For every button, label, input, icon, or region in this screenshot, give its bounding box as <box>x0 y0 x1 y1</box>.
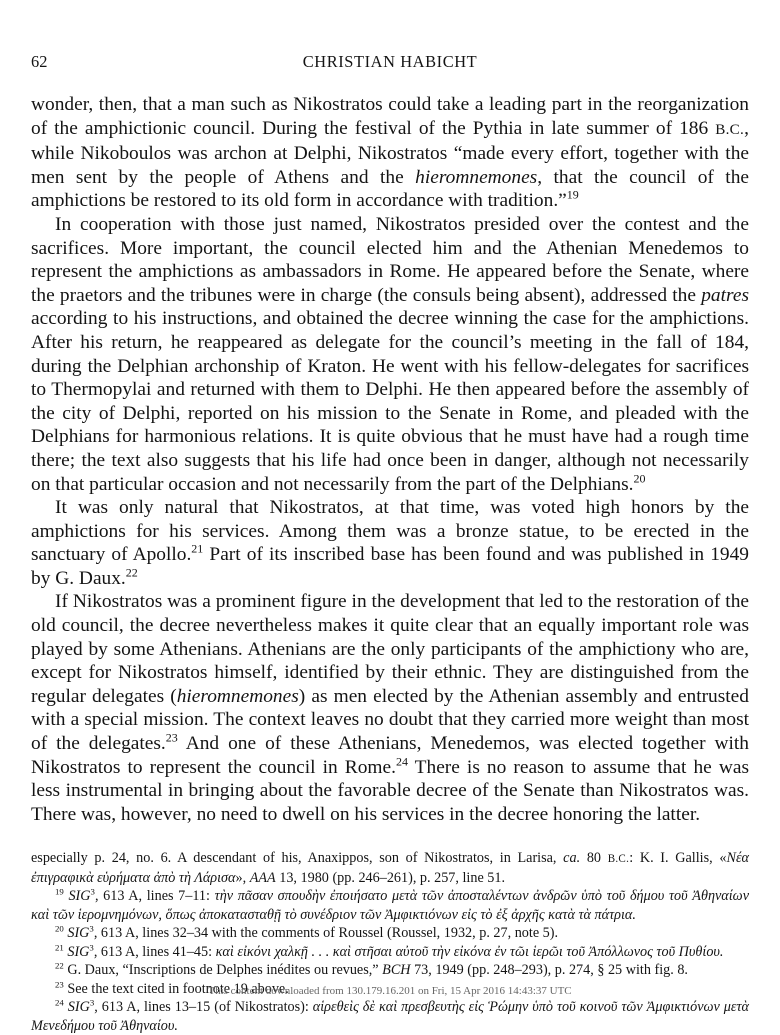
footnote-24: $^{24}$ SIG$^3$, 613 A, lines 13–15 (of Nikostratos): αἱρεθεὶς δὲ καὶ πρεσβευτὴς εἰς Ῥώμην ὑπὸ τοῦ κοινοῦ τῶν Ἀμφικτιόνων μετὰ Μενεδήμου τοῦ Ἀθηναίου. <box>31 997 750 1034</box>
footnote-ref: 22 <box>125 565 138 580</box>
footnote-continued: especially p. 24, no. 6. A descendant of his, Anaxippos, son of Nikostratos, in Larisa, ca. 80 B.C.: K. I. Gallis, «Νέα ἐπιγραφικὰ εὑρήματα ἀπὸ τὴ Λάρισα», AAA 13, 1980 (pp. 246–261), p. 257, line 51. <box>31 850 749 886</box>
footnotes <box>31 849 749 1035</box>
download-footer: This content downloaded from 130.179.16.201 on Fri, 15 Apr 2016 14:43:37 UTC <box>208 985 572 997</box>
page-number: 62 <box>31 52 48 71</box>
paragraph-2: In cooperation with those just named, Nikostratos presided over the contest and the sacrifices. More important, the council elected him and the Athenian Menedemos to represent the amphictions as ambassadors in Rome. He appeared before the Senate, where the praetors and the tribunes were in charge (the consuls being absent), addressed the patres according to his instructions, and obtained the decree winning the case for the amphictions. After his return, he reappeared as delegate for the council’s meeting in the fall of 184, during the Delphian archonship of Kraton. He went with his fellow-delegates for sacrifices to Thermopylai and returned with them to Delphi. He then appeared before the assembly of the city of Delphi, reported on his mission to the Senate in Rome, and pleaded with the Delphians for harmonious relations. It is quite obvious that he must have had a rough time there; the text also suggests that his life had once been in danger, although not necessarily on that particular occasion and not necessarily from the part of the Delphians.$^{20}$ <box>31 213 749 495</box>
paragraph-1: wonder, then, that a man such as Nikostratos could take a leading part in the reorganization of the amphictionic council. During the festival of the Pythia in late summer of 186 B.C., while Nikoboulos was archon at Delphi, Nikostratos “made every effort, together with the men sent by the people of Athens and the hieromnemones, that the council of the amphictions be restored to its old form in accordance with tradition.”$^{19}$ <box>31 94 749 212</box>
running-head <box>31 52 749 78</box>
page <box>31 52 749 1035</box>
paragraph-4: If Nikostratos was a prominent figure in the development that led to the restoration of the old council, the decree nevertheless makes it quite clear that an equally important role was played by some Athenians. Athenians are the only participants of the amphictiony who are, except for Nikostratos himself, identified by their ethnic. They are distinguished from the regular delegates (hieromnemones) as men elected by the Athenian assembly and entrusted with a special mission. The context leaves no doubt that they carried more weight than most of the delegates.$^{23}$ And one of these Athenians, Menedemos, was elected together with Nikostratos to represent the council in Rome.$^{24}$ There is no reason to assume that he was less instrumental in bringing about the favorable decree of the Senate than Nikostratos was. There was, however, no need to dwell on his services in the decree honoring the latter. <box>31 591 749 825</box>
footnote-23: $^{23}$ See the text cited in footnote 19 above. <box>55 979 289 997</box>
footnote-ref: 21 <box>191 541 204 556</box>
paragraph-3: It was only natural that Nikostratos, at that time, was voted high honors by the amphictions for his services. Among them was a bronze statue, to be erected in the sanctuary of Apollo.$^{21}$ Part of its inscribed base has been found and was published in 1949 by G. Daux.$^{22}$ <box>31 497 749 589</box>
body-text <box>31 93 749 826</box>
footnote-ref: 23 <box>165 730 178 745</box>
footnote-ref: 20 <box>633 471 646 486</box>
footnote-ref: 19 <box>566 187 579 202</box>
footnote-21: $^{21}$ SIG$^3$, 613 A, lines 41–45: καὶ εἰκόνι χαλκῇ . . . καὶ στῆσαι αὐτοῦ τὴν εἰκόνα ἐν τῶι ἱερῶι τοῦ Ἀπόλλωνος τοῦ Πυθίου. <box>55 942 724 960</box>
footnote-19: $^{19}$ SIG$^3$, 613 A, lines 7–11: τὴν πᾶσαν σπουδὴν ἐποιήσατο μετὰ τῶν ἀποσταλέντων ἀνδρῶν ὑπὸ τοῦ δήμου τοῦ Ἀθηναίων καὶ τῶν ἱερομνημόνων, ὅπως ἀποκατασταθῇ τὸ συνέδριον τῶν Ἀμφικτιόνων εἰς τὸ ἐξ ἀρχῆς κατὰ τὰ πάτρια. <box>31 886 749 923</box>
footnote-ref: 24 <box>395 754 408 769</box>
footnote-20: $^{20}$ SIG$^3$, 613 A, lines 32–34 with the comments of Roussel (Roussel, 1932, p. 27, note 5). <box>55 923 559 942</box>
footnote-22: $^{22}$ G. Daux, “Inscriptions de Delphes inédites ou revues,” BCH 73, 1949 (pp. 248–293), p. 274, § 25 with fig. 8. <box>55 960 688 979</box>
running-title: CHRISTIAN HABICHT <box>302 52 478 71</box>
